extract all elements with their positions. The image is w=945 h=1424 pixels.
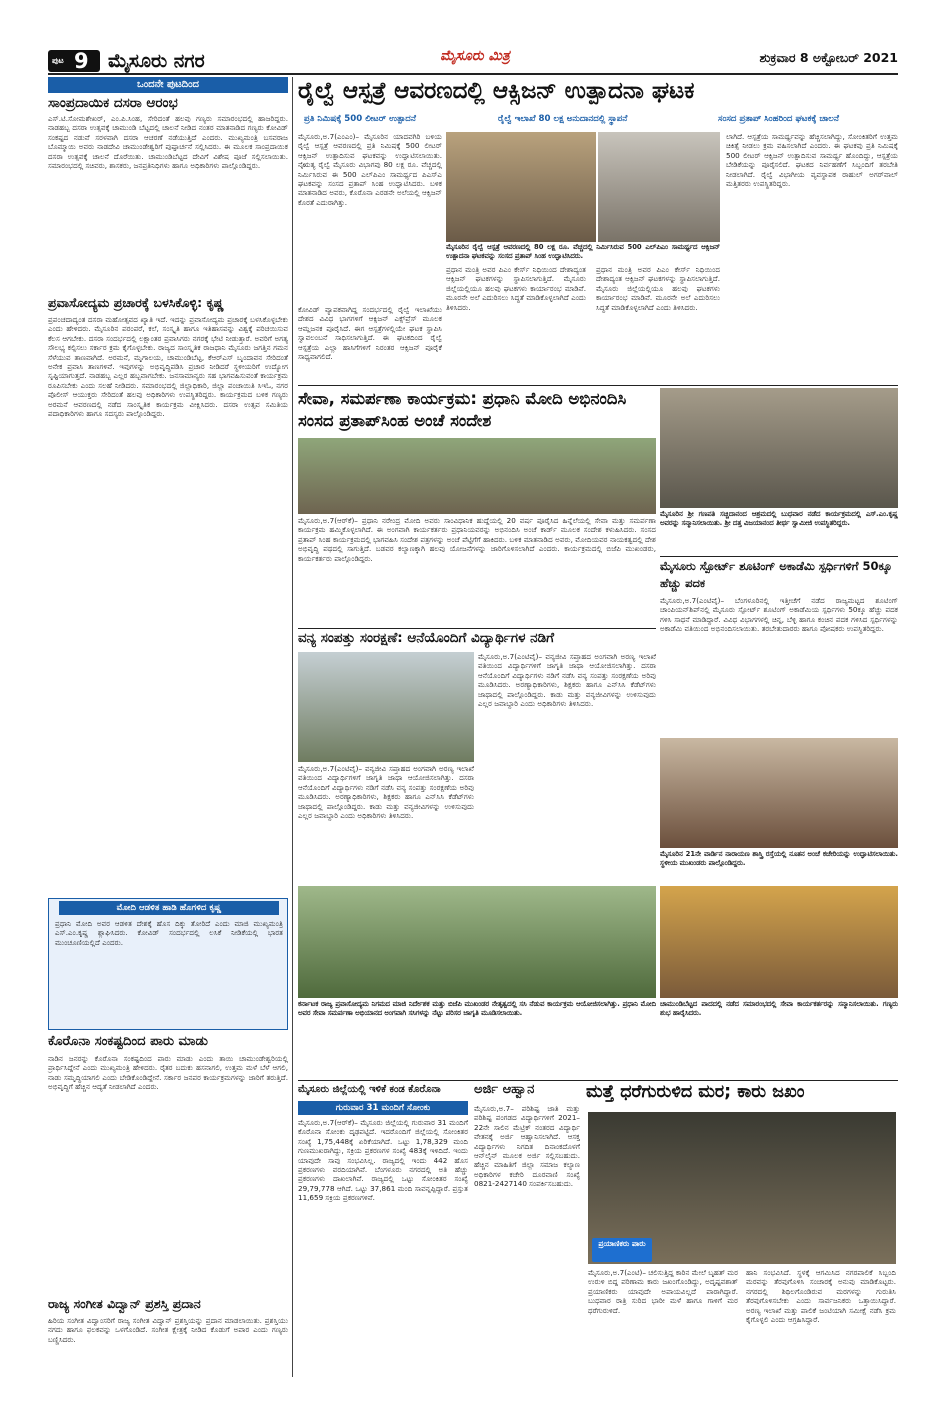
masthead (0, 0, 945, 74)
page-number: 9 (74, 49, 89, 73)
bottom-section-rule (298, 1080, 898, 1081)
lead-col3: ಪ್ರಧಾನ ಮಂತ್ರಿ ಅವರ ಪಿಎಂ ಕೇರ್ಸ್ ನಿಧಿಯಿಂದ ದೇಶಾದ್ಯಂತ ಆಕ್ಸಿಜನ್ ಘಟಕಗಳನ್ನು ಸ್ಥಾಪಿಸಲಾಗುತ್ತಿದೆ. ಮೈಸೂರು ಜಿಲ್ಲೆಯಲ್ಲಿಯೂ ಹಲವು ಘಟಕಗಳು ಕಾರ್ಯಾರಂಭ ಮಾಡಿವೆ. ಮೂರನೇ ಅಲೆ ಎದುರಿಸಲು ಸಿದ್ಧತೆ ಮಾಡಿಕೊಳ್ಳಲಾಗಿದೆ ಎಂದು ತಿಳಿಸಿದರು. (446, 265, 589, 312)
tree-fall-body-right: ಹಾನಿ ಸಂಭವಿಸಿದೆ. ಸ್ಥಳಕ್ಕೆ ಆಗಮಿಸಿದ ನಗರಪಾಲಿಕೆ ಸಿಬ್ಬಂದಿ ಮರವನ್ನು ತೆರವುಗೊಳಿಸಿ ಸಂಚಾರಕ್ಕೆ ಅನುವು ಮಾಡಿಕೊಟ್ಟರು. ನಗರದಲ್ಲಿ ಶಿಥಿಲಗೊಂಡಿರುವ ಮರಗಳನ್ನು ಗುರುತಿಸಿ ತೆರವುಗೊಳಿಸಬೇಕು ಎಂದು ಸಾರ್ವಜನಿಕರು ಒತ್ತಾಯಿಸಿದ್ದಾರೆ. ಅರಣ್ಯ ಇಲಾಖೆ ಮತ್ತು ಪಾಲಿಕೆ ಜಂಟಿಯಾಗಿ ಸಮೀಕ್ಷೆ ನಡೆಸಿ ಕ್ರಮ ಕೈಗೊಳ್ಳಲಿ ಎಂದು ಆಗ್ರಹಿಸಿದ್ದಾರೆ. (746, 1268, 899, 1325)
lead-col2: ಕೋವಿಡ್ ವ್ಯಾಪಕವಾಗಿದ್ದ ಸಂದರ್ಭದಲ್ಲಿ ರೈಲ್ವೆ ಇಲಾಖೆಯು ದೇಶದ ವಿವಿಧ ಭಾಗಗಳಿಗೆ ಆಕ್ಸಿಜನ್ ಎಕ್ಸ್‌ಪ್ರೆಸ್ ಮೂಲಕ ಆಮ್ಲಜನಕ ಪೂರೈಸಿದೆ. ಈಗ ಆಸ್ಪತ್ರೆಗಳಲ್ಲಿಯೇ ಘಟಕ ಸ್ಥಾಪಿಸಿ ಸ್ವಾವಲಂಬನೆ ಸಾಧಿಸಲಾಗುತ್ತಿದೆ. ಈ ಘಟಕದಿಂದ ರೈಲ್ವೆ ಆಸ್ಪತ್ರೆಯ ಎಲ್ಲಾ ಹಾಸಿಗೆಗಳಿಗೆ ನಿರಂತರ ಆಕ್ಸಿಜನ್ ಪೂರೈಕೆ ಸಾಧ್ಯವಾಗಲಿದೆ. (298, 305, 445, 362)
continued-tag-label: ಒಂದನೇ ಪುಟದಿಂದ (137, 79, 199, 90)
article-tourism-body: ಪ್ರಪಂಚದಾದ್ಯಂತ ದಸರಾ ಮಹೋತ್ಸವದ ಖ್ಯಾತಿ ಇದೆ. ಇದನ್ನು ಪ್ರವಾಸೋದ್ಯಮ ಪ್ರಚಾರಕ್ಕೆ ಬಳಸಿಕೊಳ್ಳಬೇಕು ಎಂದು ಹೇಳಿದರು. ಮೈಸೂರಿನ ಪರಂಪರೆ, ಕಲೆ, ಸಂಸ್ಕೃತಿ ಹಾಗೂ ಇತಿಹಾಸವನ್ನು ವಿಶ್ವಕ್ಕೆ ಪರಿಚಯಿಸುವ ಕೆಲಸ ಆಗಬೇಕು. ದಸರಾ ಸಂದರ್ಭದಲ್ಲಿ ಲಕ್ಷಾಂತರ ಪ್ರವಾಸಿಗರು ನಗರಕ್ಕೆ ಭೇಟಿ ನೀಡುತ್ತಾರೆ. ಅವರಿಗೆ ಅಗತ್ಯ ಸೌಲಭ್ಯ ಕಲ್ಪಿಸಲು ಸರ್ಕಾರ ಕ್ರಮ ಕೈಗೊಳ್ಳಬೇಕು. ರಾಜ್ಯದ ಸಾಂಸ್ಕೃತಿಕ ರಾಜಧಾನಿ ಮೈಸೂರು ಜಗತ್ತಿನ ಗಮನ ಸೆಳೆಯುವ ತಾಣವಾಗಿದೆ. ಅರಮನೆ, ಮೃಗಾಲಯ, ಚಾಮುಂಡಿಬೆಟ್ಟ, ಕೆಆರ್‌ಎಸ್ ಬೃಂದಾವನ ಸೇರಿದಂತೆ ಅನೇಕ ಪ್ರವಾಸಿ ತಾಣಗಳಿವೆ. ಇವುಗಳನ್ನು ಅಭಿವೃದ್ಧಿಪಡಿಸಿ ಪ್ರಚಾರ ನೀಡಿದರೆ ಸ್ಥಳೀಯರಿಗೆ ಉದ್ಯೋಗ ಸೃಷ್ಟಿಯಾಗುತ್ತದೆ. ನಾಡಹಬ್ಬ ಎಲ್ಲರ ಹಬ್ಬವಾಗಬೇಕು. ಜನಸಾಮಾನ್ಯರು ಸಹ ಭಾಗವಹಿಸುವಂತೆ ಕಾರ್ಯಕ್ರಮ ರೂಪಿಸಬೇಕು ಎಂದು ಸಲಹೆ ನೀಡಿದರು. ಸಮಾರಂಭದಲ್ಲಿ ಜಿಲ್ಲಾಧಿಕಾರಿ, ಜಿಲ್ಲಾ ಪಂಚಾಯಿತಿ ಸಿಇಓ, ನಗರ ಪೊಲೀಸ್ ಆಯುಕ್ತರು ಸೇರಿದಂತೆ ಹಲವು ಅಧಿಕಾರಿಗಳು ಉಪಸ್ಥಿತರಿದ್ದರು. ಕಾರ್ಯಕ್ರಮದ ಬಳಿಕ ಗಣ್ಯರು ಅರಮನೆ ಆವರಣದಲ್ಲಿ ನಡೆದ ಸಾಂಸ್ಕೃತಿಕ ಕಾರ್ಯಕ್ರಮ ವೀಕ್ಷಿಸಿದರು. ದಸರಾ ಉತ್ಸವ ಸಮಿತಿಯ ಪದಾಧಿಕಾರಿಗಳು ಹಾಗೂ ಸದಸ್ಯರು ಪಾಲ್ಗೊಂಡಿದ್ದರು. (48, 315, 291, 419)
post-office-inauguration-photo (660, 738, 898, 848)
lead-bullet-2: ರೈಲ್ವೆ ಇಲಾಖೆ 80 ಲಕ್ಷ ಅನುದಾನದಲ್ಲಿ ಸ್ಥಾಪನೆ (498, 114, 628, 124)
lead-right-column: ಲಾಗಿದೆ. ಆಸ್ಪತ್ರೆಯ ಸಾಮರ್ಥ್ಯವನ್ನು ಹೆಚ್ಚಿಸಲಾಗಿದ್ದು, ಸೋಂಕಿತರಿಗೆ ಉತ್ತಮ ಚಿಕಿತ್ಸೆ ನೀಡಲು ಕ್ರಮ ವಹಿಸಲಾಗಿದೆ ಎಂದರು. ಈ ಘಟಕವು ಪ್ರತಿ ನಿಮಿಷಕ್ಕೆ 500 ಲೀಟರ್ ಆಕ್ಸಿಜನ್ ಉತ್ಪಾದಿಸುವ ಸಾಮರ್ಥ್ಯ ಹೊಂದಿದ್ದು, ಆಸ್ಪತ್ರೆಯ ಬೇಡಿಕೆಯನ್ನು ಪೂರೈಸಲಿದೆ. ಘಟಕದ ನಿರ್ವಹಣೆಗೆ ಸಿಬ್ಬಂದಿಗೆ ತರಬೇತಿ ನೀಡಲಾಗಿದೆ. ರೈಲ್ವೆ ವಿಭಾಗೀಯ ವ್ಯವಸ್ಥಾಪಕ ರಾಹುಲ್ ಅಗರ್‌ವಾಲ್ ಮತ್ತಿತರರು ಉಪಸ್ಥಿತರಿದ್ದರು. (726, 132, 901, 189)
passengers-safe-label: ಪ್ರಯಾಣಿಕರು ಪಾರು (598, 1239, 646, 1248)
felicitation-photo (660, 886, 898, 998)
issue-date: ಶುಕ್ರವಾರ 8 ಅಕ್ಟೋಬರ್ 2021 (759, 50, 898, 65)
lead-photo-caption: ಮೈಸೂರಿನ ರೈಲ್ವೆ ಆಸ್ಪತ್ರೆ ಆವರಣದಲ್ಲಿ 80 ಲಕ್ಷ ರೂ. ವೆಚ್ಚದಲ್ಲಿ ನಿರ್ಮಿಸಿರುವ 500 ಎಲ್‌ಪಿಎಂ ಸಾಮರ್ಥ್ಯದ ಆಕ್ಸಿಜನ್ ಉತ್ಪಾದನಾ ಘಟಕವನ್ನು ಸಂಸದ ಪ್ರತಾಪ್ ಸಿಂಹ ಉದ್ಘಾಟಿಸಿದರು. (446, 243, 723, 260)
wildlife-body-right: ಮೈಸೂರು,ಅ.7(ಎಂಟಿವೈ)– ವನ್ಯಜೀವಿ ಸಪ್ತಾಹದ ಅಂಗವಾಗಿ ಅರಣ್ಯ ಇಲಾಖೆ ವತಿಯಿಂದ ವಿದ್ಯಾರ್ಥಿಗಳಿಗೆ ಜಾಗೃತಿ ಜಾಥಾ ಆಯೋಜಿಸಲಾಗಿತ್ತು. ದಸರಾ ಆನೆಯೊಂದಿಗೆ ವಿದ್ಯಾರ್ಥಿಗಳು ನಡಿಗೆ ನಡೆಸಿ ವನ್ಯ ಸಂಪತ್ತು ಸಂರಕ್ಷಣೆಯ ಅರಿವು ಮೂಡಿಸಿದರು. ಅರಣ್ಯಾಧಿಕಾರಿಗಳು, ಶಿಕ್ಷಕರು ಹಾಗೂ ಎನ್‌ಸಿಸಿ ಕೆಡೆಟ್‌ಗಳು ಜಾಥಾದಲ್ಲಿ ಪಾಲ್ಗೊಂಡಿದ್ದರು. ಕಾಡು ಮತ್ತು ವನ್ಯಜೀವಿಗಳನ್ನು ಉಳಿಸುವುದು ಎಲ್ಲರ ಜವಾಬ್ದಾರಿ ಎಂದು ಅಧಿಕಾರಿಗಳು ತಿಳಿಸಿದರು. (478, 652, 659, 709)
headline-tourism: ಪ್ರವಾಸೋದ್ಯಮ ಪ್ರಚಾರಕ್ಕೆ ಬಳಸಿಕೊಳ್ಳಿ: ಕೃಷ್ಣ (48, 295, 224, 310)
headline-dasara: ಸಾಂಪ್ರದಾಯಿಕ ದಸರಾ ಆರಂಭ (48, 95, 178, 111)
section-title: ಮೈಸೂರು ನಗರ (108, 50, 205, 72)
shooting-article-body: ಮೈಸೂರು,ಅ.7(ಎಂಟಿವೈ)– ಬೆಂಗಳೂರಿನಲ್ಲಿ ಇತ್ತೀಚೆಗೆ ನಡೆದ ರಾಜ್ಯಮಟ್ಟದ ಶೂಟಿಂಗ್ ಚಾಂಪಿಯನ್‌ಶಿಪ್‌ನಲ್ಲಿ ಮೈಸೂರು ಸ್ಪೋರ್ಟ್ ಶೂಟಿಂಗ್ ಅಕಾಡೆಮಿಯ ಸ್ಪರ್ಧಿಗಳು 50ಕ್ಕೂ ಹೆಚ್ಚು ಪದಕ ಗಳಿಸಿ ಸಾಧನೆ ಮಾಡಿದ್ದಾರೆ. ವಿವಿಧ ವಿಭಾಗಗಳಲ್ಲಿ ಚಿನ್ನ, ಬೆಳ್ಳಿ ಹಾಗೂ ಕಂಚಿನ ಪದಕ ಗಳಿಸಿದ ಸ್ಪರ್ಧಿಗಳನ್ನು ಅಕಾಡೆಮಿ ವತಿಯಿಂದ ಅಭಿನಂದಿಸಲಾಯಿತು. ತರಬೇತುದಾರರು ಹಾಗೂ ಪೋಷಕರು ಉಪಸ್ಥಿತರಿದ್ದರು. (660, 596, 901, 634)
post-office-caption: ಮೈಸೂರಿನ 21ನೇ ವಾರ್ಡಿನ ನಾರಾಯಣ ಶಾಸ್ತ್ರಿ ರಸ್ತೆಯಲ್ಲಿ ನೂತನ ಅಂಚೆ ಕಚೇರಿಯನ್ನು ಉದ್ಘಾಟಿಸಲಾಯಿತು. ಸ್ಥಳೀಯ ಮುಖಂಡರು ಪಾಲ್ಗೊಂಡಿದ್ದರು. (660, 850, 901, 867)
wildlife-headline: ವನ್ಯ ಸಂಪತ್ತು ಸಂರಕ್ಷಣೆ: ಆನೆಯೊಂದಿಗೆ ವಿದ್ಯಾರ್ಥಿಗಳ ನಡಿಗೆ (298, 630, 554, 646)
lead-bullet-3: ಸಂಸದ ಪ್ರತಾಪ್ ಸಿಂಹರಿಂದ ಘಟಕಕ್ಕೆ ಚಾಲನೆ (718, 114, 839, 124)
covid-subhead-bar (298, 1101, 468, 1115)
headline-music-award: ರಾಜ್ಯ ಸಂಗೀತ ವಿದ್ವಾನ್ ಪ್ರಶಸ್ತಿ ಪ್ರದಾನ (48, 1296, 201, 1311)
shooting-top-rule (660, 556, 898, 557)
wildlife-top-rule (298, 628, 656, 629)
tree-planting-photo (298, 886, 656, 998)
shooting-headline: ಮೈಸೂರು ಸ್ಪೋರ್ಟ್ ಶೂಟಿಂಗ್ ಅಕಾಡೆಮಿ ಸ್ಪರ್ಧಿಗಳಿಗೆ 50ಕ್ಕೂ ಹೆಚ್ಚು ಪದಕ (660, 559, 893, 590)
article-corona-prayer-body: ನಾಡಿನ ಜನರನ್ನು ಕೊರೊನಾ ಸಂಕಷ್ಟದಿಂದ ಪಾರು ಮಾಡು ಎಂದು ತಾಯಿ ಚಾಮುಂಡೇಶ್ವರಿಯಲ್ಲಿ ಪ್ರಾರ್ಥಿಸಿದ್ದೇನೆ ಎಂದು ಮುಖ್ಯಮಂತ್ರಿ ಹೇಳಿದರು. ರೈತರ ಬದುಕು ಹಸನಾಗಲಿ, ಉತ್ತಮ ಮಳೆ ಬೆಳೆ ಆಗಲಿ, ನಾಡು ಸಮೃದ್ಧಿಯಾಗಲಿ ಎಂದು ಬೇಡಿಕೊಂಡಿದ್ದೇನೆ. ಸರ್ಕಾರ ಜನಪರ ಕಾರ್ಯಕ್ರಮಗಳನ್ನು ಜಾರಿಗೆ ತರುತ್ತಿದೆ. ಅಭಿವೃದ್ಧಿಗೆ ಹೆಚ್ಚಿನ ಆದ್ಯತೆ ನೀಡಲಾಗಿದೆ ಎಂದರು. (48, 1054, 291, 1092)
modi-box-title: ಮೋದಿ ಆಡಳಿತ ಹಾಡಿ ಹೊಗಳಿದ ಕೃಷ್ಣ (116, 903, 222, 913)
lead-col1: ಮೈಸೂರು,ಅ.7(ಎಂಎಂ)– ಮೈಸೂರಿನ ಯಾದವಗಿರಿ ಬಳಿಯ ರೈಲ್ವೆ ಆಸ್ಪತ್ರೆ ಆವರಣದಲ್ಲಿ ಪ್ರತಿ ನಿಮಿಷಕ್ಕೆ 500 ಲೀಟರ್ ಆಕ್ಸಿಜನ್ ಉತ್ಪಾದಿಸುವ ಘಟಕವನ್ನು ಉದ್ಘಾಟಿಸಲಾಯಿತು. ನೈಋತ್ಯ ರೈಲ್ವೆ ಮೈಸೂರು ವಿಭಾಗವು 80 ಲಕ್ಷ ರೂ. ವೆಚ್ಚದಲ್ಲಿ ನಿರ್ಮಿಸಿರುವ ಈ 500 ಎಲ್‌ಪಿಎಂ ಸಾಮರ್ಥ್ಯದ ಪಿಎಸ್‌ಎ ಘಟಕವನ್ನು ಸಂಸದ ಪ್ರತಾಪ್ ಸಿಂಹ ಉದ್ಘಾಟಿಸಿದರು. ಬಳಿಕ ಮಾತನಾಡಿದ ಅವರು, ಕೊರೊನಾ ಎರಡನೇ ಅಲೆಯಲ್ಲಿ ಆಕ್ಸಿಜನ್ ಕೊರತೆ ಎದುರಾಗಿತ್ತು. (298, 132, 445, 207)
modi-box-text: ಪ್ರಧಾನಿ ಮೋದಿ ಅವರ ಆಡಳಿತ ದೇಶಕ್ಕೆ ಹೊಸ ದಿಕ್ಕು ತೋರಿದೆ ಎಂದು ಮಾಜಿ ಮುಖ್ಯಮಂತ್ರಿ ಎಸ್.ಎಂ.ಕೃಷ್ಣ ಶ್ಲಾಘಿಸಿದರು. ಕೋವಿಡ್ ಸಂದರ್ಭದಲ್ಲಿ ಲಸಿಕೆ ನೀಡಿಕೆಯಲ್ಲಿ ಭಾರತ ಮುಂಚೂಣಿಯಲ್ಲಿದೆ ಎಂದರು. (55, 919, 286, 947)
lead-photo-inauguration (598, 132, 720, 242)
modi-box (48, 898, 288, 1030)
modi-photo-group (298, 438, 656, 514)
krishna-felicitation-photo (660, 388, 898, 508)
masthead-rule (48, 73, 898, 75)
felicitation-caption: ಚಾಮುಂಡಿಬೆಟ್ಟದ ಪಾದದಲ್ಲಿ ನಡೆದ ಸಮಾರಂಭದಲ್ಲಿ ಸೇವಾ ಕಾರ್ಯಕರ್ತರನ್ನು ಸನ್ಮಾನಿಸಲಾಯಿತು. ಗಣ್ಯರು ಶುಭ ಹಾರೈಸಿದರು. (660, 1000, 901, 1017)
modi-box-title-bar (59, 901, 279, 915)
modi-article-body: ಮೈಸೂರು,ಅ.7(ಆರ್‌ಕೆ)– ಪ್ರಧಾನಿ ನರೇಂದ್ರ ಮೋದಿ ಅವರು ಸಾಂವಿಧಾನಿಕ ಹುದ್ದೆಯಲ್ಲಿ 20 ವರ್ಷ ಪೂರೈಸಿದ ಹಿನ್ನೆಲೆಯಲ್ಲಿ ಸೇವಾ ಮತ್ತು ಸಮರ್ಪಣಾ ಕಾರ್ಯಕ್ರಮ ಹಮ್ಮಿಕೊಳ್ಳಲಾಗಿದೆ. ಈ ಅಂಗವಾಗಿ ಕಾರ್ಯಕರ್ತರು ಪ್ರಧಾನಿಯವರನ್ನು ಅಭಿನಂದಿಸಿ ಅಂಚೆ ಕಾರ್ಡ್ ಮೂಲಕ ಸಂದೇಶ ಕಳುಹಿಸಿದರು. ಸಂಸದ ಪ್ರತಾಪ್ ಸಿಂಹ ಕಾರ್ಯಕ್ರಮದಲ್ಲಿ ಭಾಗವಹಿಸಿ ಸಂದೇಶ ಪತ್ರಗಳನ್ನು ಅಂಚೆ ಪೆಟ್ಟಿಗೆಗೆ ಹಾಕಿದರು. ಬಳಿಕ ಮಾತನಾಡಿದ ಅವರು, ಮೋದಿಯವರ ನಾಯಕತ್ವದಲ್ಲಿ ದೇಶ ಅಭಿವೃದ್ಧಿ ಪಥದಲ್ಲಿ ಸಾಗುತ್ತಿದೆ. ಬಡವರ ಕಲ್ಯಾಣಕ್ಕಾಗಿ ಹಲವು ಯೋಜನೆಗಳನ್ನು ಜಾರಿಗೊಳಿಸಲಾಗಿದೆ ಎಂದರು. ಕಾರ್ಯಕ್ರಮದಲ್ಲಿ ಬಿಜೆಪಿ ಮುಖಂಡರು, ಕಾರ್ಯಕರ್ತರು ಪಾಲ್ಗೊಂಡಿದ್ದರು. (298, 516, 659, 563)
left-column-divider (292, 77, 293, 1377)
paper-logo: ಮೈಸೂರು ಮಿತ್ರ (440, 48, 510, 64)
article-music-award-body: ಹಿರಿಯ ಸಂಗೀತ ವಿದ್ವಾಂಸರಿಗೆ ರಾಜ್ಯ ಸಂಗೀತ ವಿದ್ವಾನ್ ಪ್ರಶಸ್ತಿಯನ್ನು ಪ್ರದಾನ ಮಾಡಲಾಯಿತು. ಪ್ರಶಸ್ತಿಯು ನಗದು ಹಾಗೂ ಫಲಕವನ್ನು ಒಳಗೊಂಡಿದೆ. ಸಂಗೀತ ಕ್ಷೇತ್ರಕ್ಕೆ ನೀಡಿದ ಕೊಡುಗೆ ಅಪಾರ ಎಂದು ಗಣ್ಯರು ಬಣ್ಣಿಸಿದರು. (48, 1316, 291, 1344)
lead-col4: ಪ್ರಧಾನ ಮಂತ್ರಿ ಅವರ ಪಿಎಂ ಕೇರ್ಸ್ ನಿಧಿಯಿಂದ ದೇಶಾದ್ಯಂತ ಆಕ್ಸಿಜನ್ ಘಟಕಗಳನ್ನು ಸ್ಥಾಪಿಸಲಾಗುತ್ತಿದೆ. ಮೈಸೂರು ಜಿಲ್ಲೆಯಲ್ಲಿಯೂ ಹಲವು ಘಟಕಗಳು ಕಾರ್ಯಾರಂಭ ಮಾಡಿವೆ. ಮೂರನೇ ಅಲೆ ಎದುರಿಸಲು ಸಿದ್ಧತೆ ಮಾಡಿಕೊಳ್ಳಲಾಗಿದೆ ಎಂದು ತಿಳಿಸಿದರು. (596, 265, 723, 312)
page-number-badge (48, 50, 100, 72)
headline-corona-prayer: ಕೊರೊನಾ ಸಂಕಷ್ಟದಿಂದ ಪಾರು ಮಾಡು (48, 1034, 208, 1049)
continued-tag (48, 77, 288, 93)
lead-bottom-rule (298, 385, 898, 386)
modi-headline: ಸೇವಾ, ಸಮರ್ಪಣಾ ಕಾರ್ಯಕ್ರಮ: ಪ್ರಧಾನಿ ಮೋದಿ ಅಭಿನಂದಿಸಿ ಸಂಸದ ಪ್ರತಾಪ್‌ಸಿಂಹ ಅಂಚೆ ಸಂದೇಶ (298, 389, 627, 430)
krishna-photo-caption: ಮೈಸೂರಿನ ಶ್ರೀ ಗಣಪತಿ ಸಚ್ಚಿದಾನಂದ ಆಶ್ರಮದಲ್ಲಿ ಬುಧವಾರ ನಡೆದ ಕಾರ್ಯಕ್ರಮದಲ್ಲಿ ಎಸ್.ಎಂ.ಕೃಷ್ಣ ಅವರನ್ನು ಸನ್ಮಾನಿಸಲಾಯಿತು. ಶ್ರೀ ದತ್ತ ವಿಜಯಾನಂದ ತೀರ್ಥ ಸ್ವಾಮೀಜಿ ಉಪಸ್ಥಿತರಿದ್ದರು. (660, 510, 901, 527)
wildlife-body-left: ಮೈಸೂರು,ಅ.7(ಎಂಟಿವೈ)– ವನ್ಯಜೀವಿ ಸಪ್ತಾಹದ ಅಂಗವಾಗಿ ಅರಣ್ಯ ಇಲಾಖೆ ವತಿಯಿಂದ ವಿದ್ಯಾರ್ಥಿಗಳಿಗೆ ಜಾಗೃತಿ ಜಾಥಾ ಆಯೋಜಿಸಲಾಗಿತ್ತು. ದಸರಾ ಆನೆಯೊಂದಿಗೆ ವಿದ್ಯಾರ್ಥಿಗಳು ನಡಿಗೆ ನಡೆಸಿ ವನ್ಯ ಸಂಪತ್ತು ಸಂರಕ್ಷಣೆಯ ಅರಿವು ಮೂಡಿಸಿದರು. ಅರಣ್ಯಾಧಿಕಾರಿಗಳು, ಶಿಕ್ಷಕರು ಹಾಗೂ ಎನ್‌ಸಿಸಿ ಕೆಡೆಟ್‌ಗಳು ಜಾಥಾದಲ್ಲಿ ಪಾಲ್ಗೊಂಡಿದ್ದರು. ಕಾಡು ಮತ್ತು ವನ್ಯಜೀವಿಗಳನ್ನು ಉಳಿಸುವುದು ಎಲ್ಲರ ಜವಾಬ್ದಾರಿ ಎಂದು ಅಧಿಕಾರಿಗಳು ತಿಳಿಸಿದರು. (298, 764, 477, 821)
lead-bullets (298, 112, 898, 128)
covid-subhead: ಗುರುವಾರ 31 ಮಂದಿಗೆ ಸೋಂಕು (335, 1103, 431, 1113)
article-dasara-body: ಎಸ್.ಟಿ.ಸೋಮಶೇಖರ್, ಎಂ.ಪಿ.ಸಿಂಹ, ಸೇರಿದಂತೆ ಹಲವು ಗಣ್ಯರು ಸಮಾರಂಭದಲ್ಲಿ ಹಾಜರಿದ್ದರು. ನಾಡಹಬ್ಬ ದಸರಾ ಉತ್ಸವಕ್ಕೆ ಚಾಮುಂಡಿ ಬೆಟ್ಟದಲ್ಲಿ ಚಾಲನೆ ನೀಡಿದ ನಂತರ ಮಾತನಾಡಿದ ಗಣ್ಯರು ಕೋವಿಡ್ ಸಂಕಷ್ಟದ ನಡುವೆ ಸರಳವಾಗಿ ದಸರಾ ಆಚರಣೆ ನಡೆಯುತ್ತಿದೆ ಎಂದರು. ಮುಖ್ಯಮಂತ್ರಿ ಬಸವರಾಜ ಬೊಮ್ಮಾಯಿ ಅವರು ನಾಡದೇವಿ ಚಾಮುಂಡೇಶ್ವರಿಗೆ ಪುಷ್ಪಾರ್ಚನೆ ಸಲ್ಲಿಸಿದರು. ಈ ಮೂಲಕ ಸಾಂಪ್ರದಾಯಿಕ ದಸರಾ ಉತ್ಸವಕ್ಕೆ ಚಾಲನೆ ದೊರೆಯಿತು. ಚಾಮುಂಡಿಬೆಟ್ಟದ ದೇವಿಗೆ ವಿಶೇಷ ಪೂಜೆ ಸಲ್ಲಿಸಲಾಯಿತು. ಸಮಾರಂಭದಲ್ಲಿ ಸಚಿವರು, ಶಾಸಕರು, ಜನಪ್ರತಿನಿಧಿಗಳು ಹಾಗೂ ಅಧಿಕಾರಿಗಳು ಪಾಲ್ಗೊಂಡಿದ್ದರು. (48, 114, 291, 171)
tree-fall-headline: ಮತ್ತೆ ಧರೆಗುರುಳಿದ ಮರ; ಕಾರು ಜಖಂ (586, 1082, 805, 1102)
tree-fall-body-left: ಮೈಸೂರು,ಅ.7(ಎಂಟಿ)– ಚಲಿಸುತ್ತಿದ್ದ ಕಾರಿನ ಮೇಲೆ ಬೃಹತ್ ಮರ ಉರುಳಿ ಬಿದ್ದ ಪರಿಣಾಮ ಕಾರು ಜಖಂಗೊಂಡಿದ್ದು, ಅದೃಷ್ಟವಶಾತ್ ಪ್ರಯಾಣಿಕರು ಯಾವುದೇ ಅಪಾಯವಿಲ್ಲದೆ ಪಾರಾಗಿದ್ದಾರೆ. ಬುಧವಾರ ರಾತ್ರಿ ಸುರಿದ ಭಾರೀ ಮಳೆ ಹಾಗೂ ಗಾಳಿಗೆ ಮರ ಧರೆಗುರುಳಿದೆ. (588, 1268, 741, 1315)
covid-article-body: ಮೈಸೂರು,ಅ.7(ಆರ್‌ಕೆ)– ಮೈಸೂರು ಜಿಲ್ಲೆಯಲ್ಲಿ ಗುರುವಾರ 31 ಮಂದಿಗೆ ಕೊರೊನಾ ಸೋಂಕು ದೃಢಪಟ್ಟಿದೆ. ಇದರೊಂದಿಗೆ ಜಿಲ್ಲೆಯಲ್ಲಿ ಸೋಂಕಿತರ ಸಂಖ್ಯೆ 1,75,448ಕ್ಕೆ ಏರಿಕೆಯಾಗಿದೆ. ಒಟ್ಟು 1,78,329 ಮಂದಿ ಗುಣಮುಖರಾಗಿದ್ದು, ಸಕ್ರಿಯ ಪ್ರಕರಣಗಳ ಸಂಖ್ಯೆ 483ಕ್ಕೆ ಇಳಿದಿದೆ. ಇಂದು ಯಾವುದೇ ಸಾವು ಸಂಭವಿಸಿಲ್ಲ. ರಾಜ್ಯದಲ್ಲಿ ಇಂದು 442 ಹೊಸ ಪ್ರಕರಣಗಳು ವರದಿಯಾಗಿವೆ. ಬೆಂಗಳೂರು ನಗರದಲ್ಲಿ ಅತಿ ಹೆಚ್ಚು ಪ್ರಕರಣಗಳು ದಾಖಲಾಗಿವೆ. ರಾಜ್ಯದಲ್ಲಿ ಒಟ್ಟು ಸೋಂಕಿತರ ಸಂಖ್ಯೆ 29,79,778 ಆಗಿದೆ. ಒಟ್ಟು 37,861 ಮಂದಿ ಸಾವನ್ನಪ್ಪಿದ್ದಾರೆ. ಪ್ರಸ್ತುತ 11,659 ಸಕ್ರಿಯ ಪ್ರಕರಣಗಳಿವೆ. (298, 1118, 471, 1203)
passengers-safe-tag (592, 1238, 652, 1262)
arji-headline: ಅರ್ಜಿ ಆಹ್ವಾನ (474, 1082, 535, 1097)
covid-headline: ಮೈಸೂರು ಜಿಲ್ಲೆಯಲ್ಲಿ ಇಳಿಕೆ ಕಂಡ ಕೊರೊನಾ (298, 1084, 441, 1095)
lead-bullet-1: ಪ್ರತಿ ನಿಮಿಷಕ್ಕೆ 500 ಲೀಟರ್ ಉತ್ಪಾದನೆ (304, 114, 416, 124)
tree-planting-caption: ಕರ್ನಾಟಕ ರಾಜ್ಯ ಪ್ರವಾಸೋದ್ಯಮ ನಿಗಮದ ಮಾಜಿ ನಿರ್ದೇಶಕ ಮತ್ತು ಬಿಜೆಪಿ ಮುಖಂಡರ ನೇತೃತ್ವದಲ್ಲಿ ಸಸಿ ನೆಡುವ ಕಾರ್ಯಕ್ರಮ ಆಯೋಜಿಸಲಾಗಿತ್ತು. ಪ್ರಧಾನಿ ಮೋದಿ ಅವರ ಸೇವಾ ಸಮರ್ಪಣಾ ಅಭಿಯಾನದ ಅಂಗವಾಗಿ ಸಸಿಗಳನ್ನು ನೆಟ್ಟು ಪರಿಸರ ಜಾಗೃತಿ ಮೂಡಿಸಲಾಯಿತು. (298, 1000, 659, 1017)
arji-article-body: ಮೈಸೂರು,ಅ.7– ಪರಿಶಿಷ್ಟ ಜಾತಿ ಮತ್ತು ಪರಿಶಿಷ್ಟ ಪಂಗಡದ ವಿದ್ಯಾರ್ಥಿಗಳಿಗೆ 2021–22ನೇ ಸಾಲಿನ ಮೆಟ್ರಿಕ್ ನಂತರದ ವಿದ್ಯಾರ್ಥಿ ವೇತನಕ್ಕೆ ಅರ್ಜಿ ಆಹ್ವಾನಿಸಲಾಗಿದೆ. ಆಸಕ್ತ ವಿದ್ಯಾರ್ಥಿಗಳು ನಿಗದಿತ ದಿನಾಂಕದೊಳಗೆ ಆನ್‌ಲೈನ್ ಮೂಲಕ ಅರ್ಜಿ ಸಲ್ಲಿಸಬಹುದು. ಹೆಚ್ಚಿನ ಮಾಹಿತಿಗೆ ಜಿಲ್ಲಾ ಸಮಾಜ ಕಲ್ಯಾಣ ಅಧಿಕಾರಿಗಳ ಕಚೇರಿ ದೂರವಾಣಿ ಸಂಖ್ಯೆ 0821-2427140 ಸಂಪರ್ಕಿಸಬಹುದು. (474, 1104, 583, 1189)
page-label: ಪುಟ (52, 56, 64, 65)
lead-headline: ರೈಲ್ವೆ ಆಸ್ಪತ್ರೆ ಆವರಣದಲ್ಲಿ ಆಕ್ಸಿಜನ್ ಉತ್ಪಾದನಾ ಘಟಕ (298, 78, 695, 104)
lead-photo-plaque (446, 132, 596, 242)
wildlife-photo-elephant-walk (298, 652, 474, 762)
